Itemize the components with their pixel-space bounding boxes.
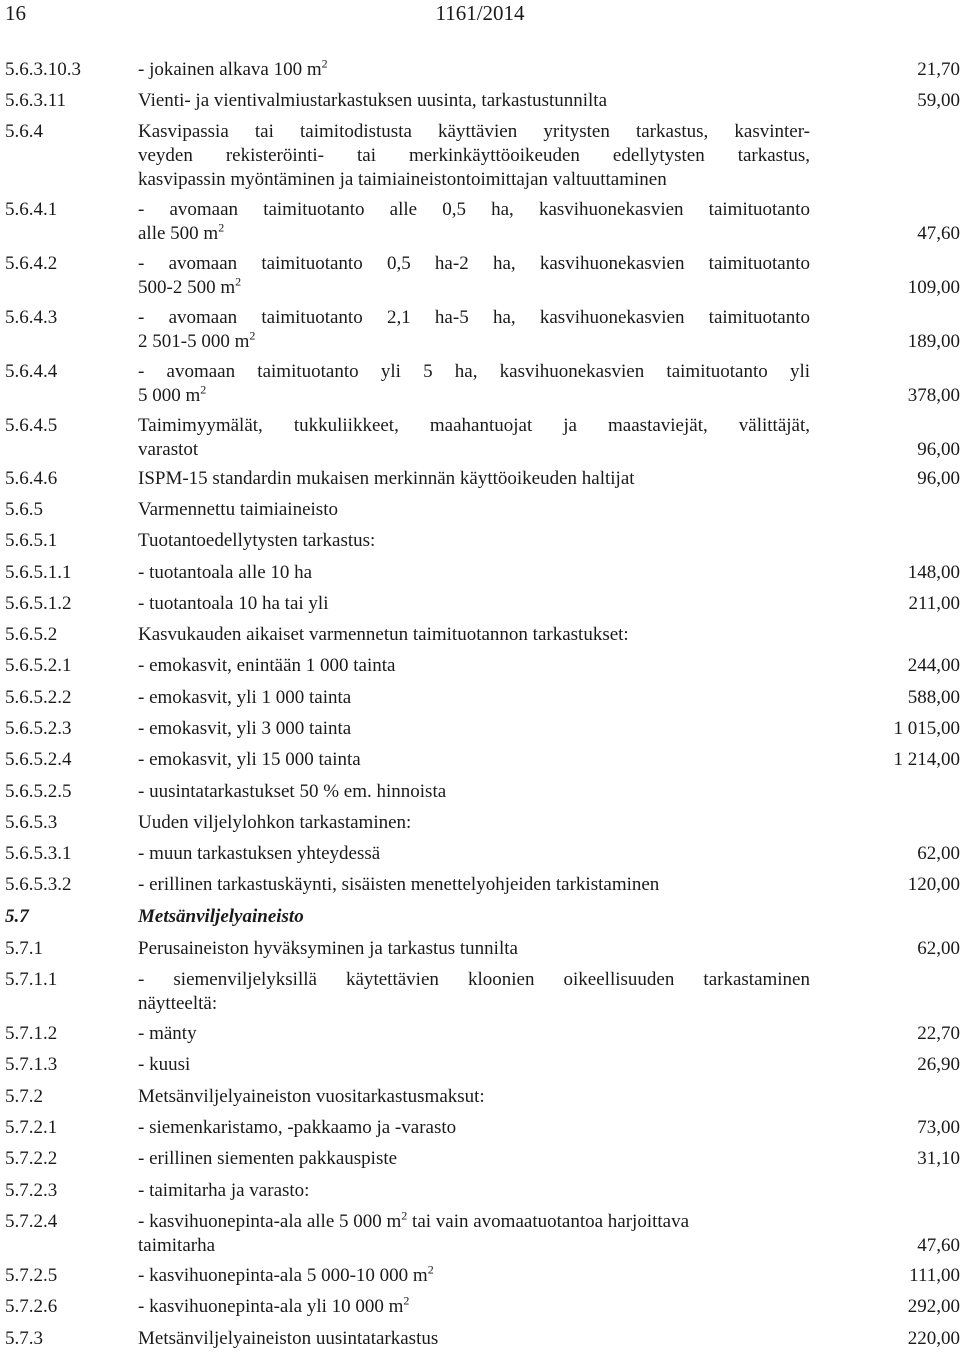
item-code: 5.6.4.2 (5, 253, 58, 274)
item-price: 96,00 (917, 468, 960, 489)
item-price: 62,00 (917, 843, 960, 864)
item-price: 96,00 (917, 439, 960, 460)
item-code: 5.6.5.2.3 (5, 718, 72, 739)
item-description: - kuusi (138, 1054, 191, 1075)
item-description: - avomaan taimituotanto yli 5 ha, kasvihuonekasvien taimituotanto yli 5 000 $m^2$ (138, 361, 810, 406)
item-description: Uuden viljelylohkon tarkastaminen: (138, 812, 412, 833)
item-description: - uusintatarkastukset 50 % em. hinnoista (138, 781, 447, 802)
item-price: 244,00 (907, 655, 960, 676)
item-code: 5.7 (5, 906, 29, 927)
item-price: 211,00 (908, 593, 960, 614)
item-code: 5.6.5.3 (5, 812, 58, 833)
item-price: 47,60 (917, 223, 960, 244)
item-code: 5.6.4.4 (5, 361, 58, 382)
item-description: Metsänviljelyaineiston uusintatarkastus (138, 1328, 439, 1349)
item-code: 5.7.2.2 (5, 1148, 58, 1169)
item-description: - kasvihuonepinta-ala alle 5 000 $m^2$ tai vain avomaatuotantoa harjoittava taimitarha (138, 1208, 690, 1256)
item-code: 5.6.5.1.2 (5, 593, 72, 614)
item-code: 5.6.5.1 (5, 530, 58, 551)
item-price: 109,00 (907, 277, 960, 298)
item-price: 148,00 (907, 562, 960, 583)
item-code: 5.6.4 (5, 121, 43, 142)
item-description: Metsänviljelyaineiston vuositarkastusmaksut: (138, 1086, 485, 1107)
item-description: - taimitarha ja varasto: (138, 1180, 310, 1201)
item-price: 378,00 (907, 385, 960, 406)
item-description: Tuotantoedellytysten tarkastus: (138, 530, 376, 551)
item-code: 5.7.2.5 (5, 1265, 58, 1286)
item-description: - emokasvit, enintään 1 000 tainta (138, 655, 396, 676)
item-code: 5.6.3.11 (5, 90, 67, 111)
item-description: Taimimyymälät, tukkuliikkeet, maahantuojat ja maastaviejät, välittäjät, varastot (138, 415, 810, 460)
item-code: 5.7.2 (5, 1086, 43, 1107)
item-description: - emokasvit, yli 1 000 tainta (138, 687, 352, 708)
item-description: - tuotantoala alle 10 ha (138, 562, 313, 583)
item-price: 189,00 (907, 331, 960, 352)
item-code: 5.7.1 (5, 938, 43, 959)
item-price: 59,00 (917, 90, 960, 111)
item-price: 73,00 (917, 1117, 960, 1138)
item-price: 47,60 (917, 1235, 960, 1256)
item-price: 292,00 (907, 1296, 960, 1317)
item-price: 31,10 (917, 1148, 960, 1169)
item-code: 5.6.5.2.4 (5, 749, 72, 770)
item-description: Kasvukauden aikaiset varmennetun taimituotannon tarkastukset: (138, 624, 629, 645)
item-code: 5.7.1.2 (5, 1023, 58, 1044)
item-price: 111,00 (909, 1265, 960, 1286)
item-description: - avomaan taimituotanto alle 0,5 ha, kasvihuonekasvien taimituotanto alle 500 $m^2$ (138, 199, 810, 244)
item-code: 5.6.4.1 (5, 199, 58, 220)
item-code: 5.6.5.2.5 (5, 781, 72, 802)
item-description: - muun tarkastuksen yhteydessä (138, 843, 381, 864)
item-description: - jokainen alkava 100 $m^2$ (138, 56, 328, 80)
item-description: - avomaan taimituotanto 2,1 ha-5 ha, kasvihuonekasvien taimituotanto 2 501-5 000 $m^2$ (138, 307, 810, 352)
item-description: - erillinen siementen pakkauspiste (138, 1148, 398, 1169)
item-price: 1 214,00 (893, 749, 960, 770)
item-code: 5.7.2.1 (5, 1117, 58, 1138)
item-code: 5.6.5.2.1 (5, 655, 72, 676)
item-description: - erillinen tarkastuskäynti, sisäisten menettelyohjeiden tarkistaminen (138, 874, 660, 895)
item-description: Metsänviljelyaineisto (138, 906, 304, 927)
item-description: - emokasvit, yli 3 000 tainta (138, 718, 352, 739)
item-code: 5.6.4.5 (5, 415, 58, 436)
item-code: 5.6.5.3.1 (5, 843, 72, 864)
item-description: - emokasvit, yli 15 000 tainta (138, 749, 361, 770)
item-price: 62,00 (917, 938, 960, 959)
item-description: Perusaineiston hyväksyminen ja tarkastus tunnilta (138, 938, 518, 959)
item-code: 5.6.5.2.2 (5, 687, 72, 708)
item-code: 5.6.4.6 (5, 468, 58, 489)
page-number: 16 (5, 1, 26, 25)
item-price: 588,00 (907, 687, 960, 708)
item-code: 5.6.5.1.1 (5, 562, 72, 583)
item-code: 5.7.2.3 (5, 1180, 58, 1201)
item-price: 120,00 (907, 874, 960, 895)
item-price: 21,70 (917, 59, 960, 80)
item-description: - siemenkaristamo, -pakkaamo ja -varasto (138, 1117, 457, 1138)
document-reference: 1161/2014 (435, 1, 525, 25)
item-code: 5.7.1.1 (5, 969, 58, 990)
item-code: 5.6.3.10.3 (5, 59, 81, 80)
item-code: 5.7.1.3 (5, 1054, 58, 1075)
item-description: - kasvihuonepinta-ala yli 10 000 $m^2$ (138, 1293, 410, 1317)
item-description: - mänty (138, 1023, 197, 1044)
item-code: 5.6.5.3.2 (5, 874, 72, 895)
item-code: 5.6.4.3 (5, 307, 58, 328)
item-code: 5.6.5 (5, 499, 43, 520)
item-description: Varmennettu taimiaineisto (138, 499, 338, 520)
item-description: Vienti- ja vientivalmiustarkastuksen uusinta, tarkastustunnilta (138, 90, 608, 111)
item-description: - tuotantoala 10 ha tai yli (138, 593, 329, 614)
item-price: 220,00 (907, 1328, 960, 1349)
item-description: - avomaan taimituotanto 0,5 ha-2 ha, kasvihuonekasvien taimituotanto 500-2 500 $m^2$ (138, 253, 810, 298)
item-description: Kasvipassia tai taimitodistusta käyttävien yritysten tarkastus, kasvinter- veyden rekisteröinti- tai merkinkäyttöoikeuden edellytysten tarkastus, kasvipassin myöntäminen ja taimiaineistontoimittajan valtuuttaminen (138, 121, 810, 190)
item-price: 22,70 (917, 1023, 960, 1044)
page-header (0, 0, 960, 30)
item-code: 5.6.5.2 (5, 624, 58, 645)
item-price: 26,90 (917, 1054, 960, 1075)
item-description: - siemenviljelyksillä käytettävien kloonien oikeellisuuden tarkastaminen näytteeltä: (138, 969, 810, 1014)
item-price: 1 015,00 (893, 718, 960, 739)
item-code: 5.7.2.6 (5, 1296, 58, 1317)
item-description: - kasvihuonepinta-ala 5 000-10 000 $m^2$ (138, 1262, 434, 1286)
item-description: ISPM-15 standardin mukaisen merkinnän käyttöoikeuden haltijat (138, 468, 635, 489)
item-code: 5.7.3 (5, 1328, 43, 1349)
item-code: 5.7.2.4 (5, 1211, 58, 1232)
